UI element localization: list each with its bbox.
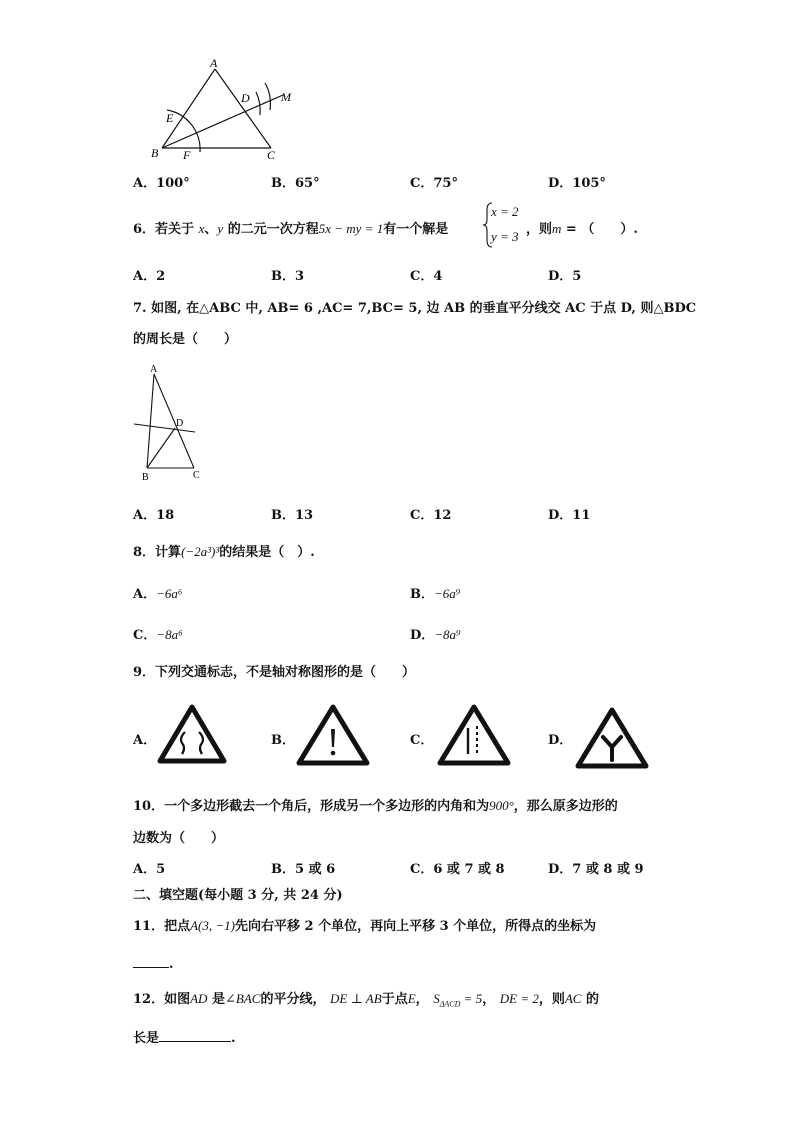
q5-figure bbox=[140, 55, 310, 165]
q11-blank[interactable] bbox=[133, 955, 169, 968]
q7-option-c[interactable]: C．12 bbox=[410, 508, 452, 523]
fig7-label-d: D bbox=[176, 418, 184, 429]
fig7-label-c: C bbox=[193, 470, 200, 481]
fig5-label-c: C bbox=[267, 148, 276, 162]
q9-sign-a-narrow-bridge-icon[interactable] bbox=[157, 704, 227, 764]
q5-option-b[interactable]: B．65° bbox=[271, 176, 320, 191]
q7-stem-line1: 7. 如图, 在△ABC 中, AB= 6 ,AC= 7,BC= 5, 边 AB 的垂直平分线交 AC 于点 D, 则△BDC bbox=[133, 301, 697, 316]
q9-sign-d-y-junction-icon[interactable] bbox=[575, 707, 649, 769]
q7-options bbox=[0, 504, 794, 522]
q6-option-a[interactable]: A．2 bbox=[133, 269, 166, 284]
fig5-label-e: E bbox=[166, 111, 174, 125]
q7-figure bbox=[130, 362, 210, 487]
fig5-label-d: D bbox=[241, 91, 250, 105]
q8-option-a[interactable]: A．−6a⁶ bbox=[133, 586, 183, 602]
q6-option-d[interactable]: D．5 bbox=[548, 269, 582, 284]
q9-option-d-label[interactable]: D． bbox=[548, 733, 573, 748]
q6-solution-x: x = 2 bbox=[491, 204, 519, 219]
q9-option-c-label[interactable]: C． bbox=[410, 733, 434, 748]
q6-stem: 6．若关于 x、y 的二元一次方程5x − my = 1有一个解是 bbox=[133, 221, 449, 237]
q6-option-b[interactable]: B．3 bbox=[271, 269, 305, 284]
q11-answer-line[interactable]: . bbox=[133, 955, 174, 972]
section-heading: 二、填空题(每小题 3 分, 共 24 分) bbox=[133, 888, 343, 903]
q10-option-c[interactable]: C．6 或 7 或 8 bbox=[410, 862, 505, 877]
q10-option-a[interactable]: A．5 bbox=[133, 862, 166, 877]
q9-stem: 9．下列交通标志，不是轴对称图形的是（ ） bbox=[133, 665, 416, 680]
q10-option-b[interactable]: B．5 或 6 bbox=[271, 862, 336, 877]
q9-sign-b-exclamation-icon[interactable] bbox=[296, 704, 370, 766]
q8-stem: 8．计算(−2a³)³的结果是（ ）. bbox=[133, 544, 315, 560]
fig5-label-m: M bbox=[281, 90, 291, 104]
q5-options bbox=[0, 172, 794, 190]
q10-options bbox=[0, 858, 794, 876]
q10-option-d[interactable]: D．7 或 8 或 9 bbox=[548, 862, 644, 877]
q7-stem-line2: 的周长是（ ） bbox=[133, 332, 238, 347]
fig7-label-a: A bbox=[150, 364, 158, 375]
q7-option-b[interactable]: B．13 bbox=[271, 508, 314, 523]
q11-stem: 11．把点A(3, −1)先向右平移 2 个单位，再向上平移 3 个单位，所得点的坐标为 bbox=[133, 918, 597, 934]
q12-stem: 12．如图AD 是∠BAC的平分线， DE ⊥ AB于点E， $S_{\Delta ACD} = 5$， DE = 2，则AC 的 bbox=[133, 991, 600, 1009]
q6-tail: ，则m = （ ）. bbox=[526, 221, 638, 237]
fig5-label-a: A bbox=[210, 56, 218, 70]
q8-option-b[interactable]: B．−6a⁹ bbox=[410, 586, 461, 602]
fig5-label-f: F bbox=[183, 148, 191, 162]
q6-option-c[interactable]: C．4 bbox=[410, 269, 443, 284]
q9-sign-c-lane-icon[interactable] bbox=[437, 704, 511, 766]
q8-option-d[interactable]: D．−8a⁹ bbox=[410, 627, 461, 643]
q5-option-c[interactable]: C．75° bbox=[410, 176, 458, 191]
q9-option-a-label[interactable]: A． bbox=[133, 733, 157, 748]
q8-option-c[interactable]: C．−8a⁶ bbox=[133, 627, 183, 643]
q7-option-a[interactable]: A．18 bbox=[133, 508, 175, 523]
q6-options bbox=[0, 265, 794, 283]
q12-answer-line[interactable]: 长是 . bbox=[133, 1031, 236, 1046]
q5-option-a[interactable]: A．100° bbox=[133, 176, 190, 191]
fig7-label-b: B bbox=[142, 472, 149, 483]
q12-blank[interactable] bbox=[159, 1029, 231, 1042]
q10-stem-line1: 10．一个多边形截去一个角后，形成另一个多边形的内角和为900°，那么原多边形的 bbox=[133, 798, 618, 814]
fig5-label-b: B bbox=[151, 146, 159, 160]
q5-option-d[interactable]: D．105° bbox=[548, 176, 606, 191]
q7-option-d[interactable]: D．11 bbox=[548, 508, 591, 523]
q9-option-b-label[interactable]: B． bbox=[271, 733, 295, 748]
q6-solution-y: y = 3 bbox=[491, 229, 519, 244]
q10-stem-line2: 边数为（ ） bbox=[133, 831, 225, 846]
